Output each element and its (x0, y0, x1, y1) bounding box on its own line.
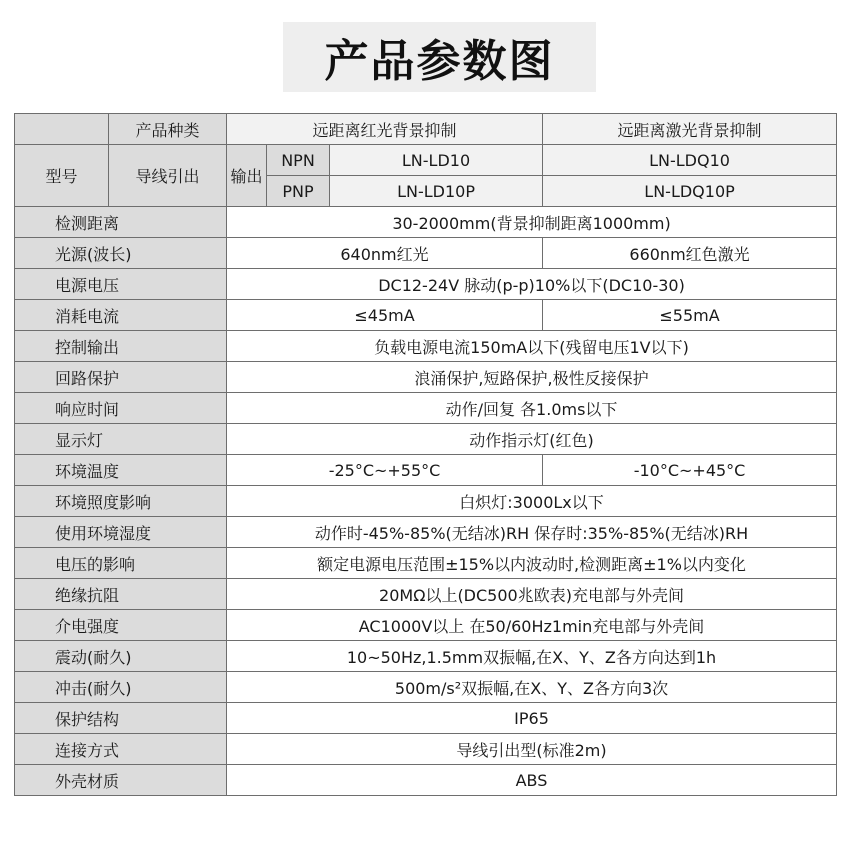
row-value: 负载电源电流150mA以下(残留电压1V以下) (227, 331, 837, 362)
table-row (15, 424, 837, 455)
row-label: 检测距离 (15, 207, 227, 238)
pnp-label: PNP (267, 176, 330, 207)
row-value: IP65 (227, 703, 837, 734)
row-value: 500m/s²双振幅,在X、Y、Z各方向3次 (227, 672, 837, 703)
row-value: 20MΩ以上(DC500兆欧表)充电部与外壳间 (227, 579, 837, 610)
row-label: 绝缘抗阻 (15, 579, 227, 610)
col-red-header: 远距离红光背景抑制 (227, 114, 543, 145)
row-value-laser: ≤55mA (543, 300, 837, 331)
npn-red-model: LN-LD10 (330, 145, 543, 176)
row-label: 电压的影响 (15, 548, 227, 579)
spec-table (14, 113, 837, 796)
table-row (15, 393, 837, 424)
table-row (15, 765, 837, 796)
wire-label: 导线引出 (109, 145, 227, 207)
row-value-red: 640nm红光 (227, 238, 543, 269)
table-row (15, 579, 837, 610)
row-value-laser: 660nm红色激光 (543, 238, 837, 269)
row-label: 介电强度 (15, 610, 227, 641)
row-value: 额定电源电压范围±15%以内波动时,检测距离±1%以内变化 (227, 548, 837, 579)
row-value: 动作时-45%-85%(无结冰)RH 保存时:35%-85%(无结冰)RH (227, 517, 837, 548)
output-label: 输出 (227, 145, 267, 207)
spec-table-body (15, 114, 837, 796)
header-row-type (15, 114, 837, 145)
table-row (15, 610, 837, 641)
row-label: 环境照度影响 (15, 486, 227, 517)
table-row (15, 548, 837, 579)
pnp-laser-model: LN-LDQ10P (543, 176, 837, 207)
table-row (15, 207, 837, 238)
table-row (15, 486, 837, 517)
row-label: 控制输出 (15, 331, 227, 362)
row-value: 白炽灯:3000Lx以下 (227, 486, 837, 517)
row-value-red: -25°C~+55°C (227, 455, 543, 486)
row-label: 显示灯 (15, 424, 227, 455)
npn-laser-model: LN-LDQ10 (543, 145, 837, 176)
col-laser-header: 远距离激光背景抑制 (543, 114, 837, 145)
table-row (15, 362, 837, 393)
row-label: 冲击(耐久) (15, 672, 227, 703)
row-value: 10~50Hz,1.5mm双振幅,在X、Y、Z各方向达到1h (227, 641, 837, 672)
row-label: 响应时间 (15, 393, 227, 424)
table-row (15, 734, 837, 765)
row-value: 30-2000mm(背景抑制距离1000mm) (227, 207, 837, 238)
row-value: DC12-24V 脉动(p-p)10%以下(DC10-30) (227, 269, 837, 300)
table-row (15, 331, 837, 362)
row-value: 导线引出型(标准2m) (227, 734, 837, 765)
header-blank-cell (15, 114, 109, 145)
npn-label: NPN (267, 145, 330, 176)
row-value: ABS (227, 765, 837, 796)
row-value: AC1000V以上 在50/60Hz1min充电部与外壳间 (227, 610, 837, 641)
row-label: 消耗电流 (15, 300, 227, 331)
row-value: 浪涌保护,短路保护,极性反接保护 (227, 362, 837, 393)
model-label: 型号 (15, 145, 109, 207)
table-row (15, 672, 837, 703)
row-label: 回路保护 (15, 362, 227, 393)
row-label: 使用环境湿度 (15, 517, 227, 548)
table-row (15, 269, 837, 300)
row-value: 动作/回复 各1.0ms以下 (227, 393, 837, 424)
product-type-label: 产品种类 (109, 114, 227, 145)
row-label: 外壳材质 (15, 765, 227, 796)
row-label: 震动(耐久) (15, 641, 227, 672)
row-label: 连接方式 (15, 734, 227, 765)
page-title: 产品参数图 (283, 22, 596, 92)
table-row (15, 517, 837, 548)
row-label: 环境温度 (15, 455, 227, 486)
row-value: 动作指示灯(红色) (227, 424, 837, 455)
table-row (15, 455, 837, 486)
row-value-laser: -10°C~+45°C (543, 455, 837, 486)
table-row (15, 238, 837, 269)
table-row (15, 703, 837, 734)
table-row (15, 300, 837, 331)
row-label: 光源(波长) (15, 238, 227, 269)
row-label: 电源电压 (15, 269, 227, 300)
row-value-red: ≤45mA (227, 300, 543, 331)
pnp-red-model: LN-LD10P (330, 176, 543, 207)
row-label: 保护结构 (15, 703, 227, 734)
header-row-npn (15, 145, 837, 176)
table-row (15, 641, 837, 672)
